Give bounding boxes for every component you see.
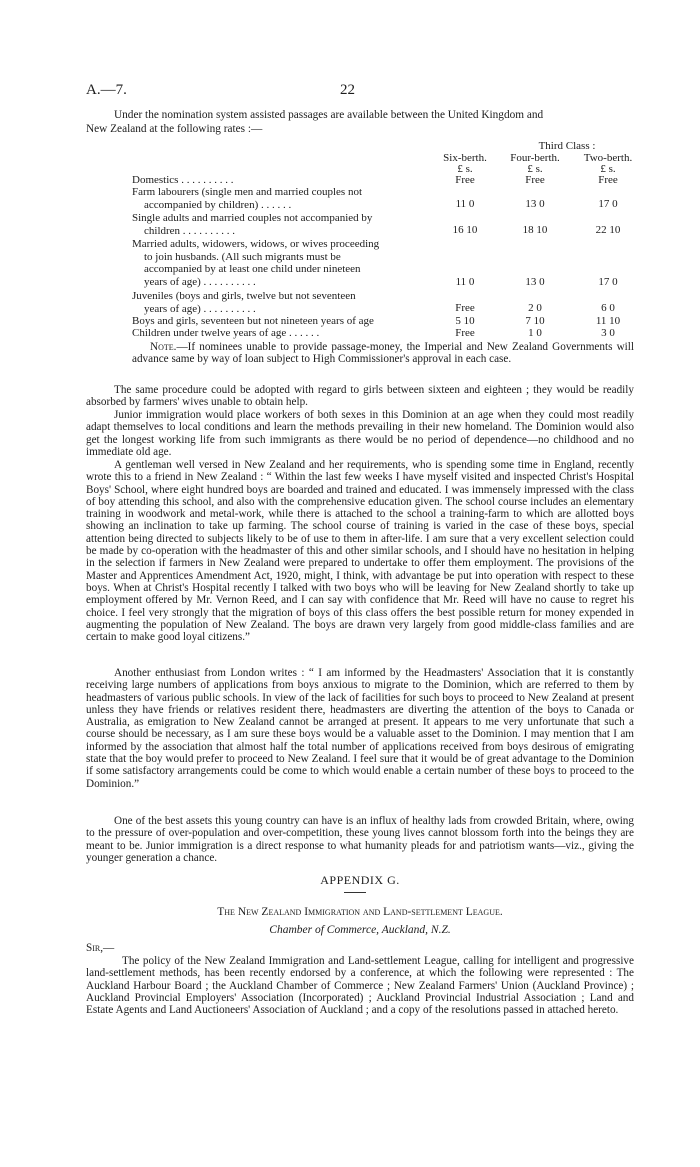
row-label-line: accompanied by children) . . . . . .: [144, 198, 292, 211]
row-label-line: accompanied by at least one child under nineteen: [144, 263, 361, 275]
six-berth-value: 11 0: [455, 198, 475, 210]
paragraph-london-letter: Another enthusiast from London writes : “ I am informed by the Headmasters' Association that it is constantly receiving large numbers of applications from boys anxious to migrate to the Dominion, which are referred to them by headmasters of various public schools. In view of the lack of facilities for such boys to proceed to New Zealand at present unless they have friends or relatives resident there, headmasters are diverting the attention of the boys to Canada or Australia, as emigration to New Zealand cannot be arranged at present. It appears to me very unfortunate that such a course should be necessary, as I am sure these boys would be a valuable asset to the Dominion. I may mention that I am informed by the association that almost half the total number of applications received from boys desirous of emigrating state that the boy would prefer to proceed to New Zealand. I feel sure that it would be of great advantage to the Dominion if some satisfactory arrangements could be come to which would enable a certain number of these boys to proceed to the Dominion.”: [86, 667, 634, 790]
row-label: [132, 186, 437, 211]
six-berth-value: 5 10: [455, 315, 475, 327]
four-berth-value: 7 10: [525, 315, 545, 327]
row-label: [132, 212, 437, 237]
four-berth-value: 1 0: [528, 327, 542, 339]
two-berth-value: 11 10: [595, 315, 621, 327]
third-class-heading: Third Class :: [538, 140, 596, 152]
row-label-line: to join husbands. (All such migrants must be: [144, 250, 341, 263]
paragraph-christs-hospital-letter: A gentleman well versed in New Zealand and her requirements, who is spending some time in England, recently wrote this to a friend in New Zealand : “ Within the last few weeks I have myself visited and inspected Christ's Hospital Boys' School, where eight hundred boys are boarded and trained and educated. I was immensely impressed with the class of boy attending this school, and also with the comprehensive education given. The school course includes an elementary training in woodwork and metal-work, while there is attached to the school a training-farm to which are allotted boys showing an inclination to take up farming. The school course of training is varied in the case of these boys, special attention being directed to subjects likely to be of use to them in after-life. I am sure that a very excellent selection could be made by co-operation with the headmaster of this and other similar schools, and I should have no hesitation in helping in the selection if farmers in New Zealand were prepared to undertake to offer them employment. The provisions of the Master and Apprentices Amendment Act, 1920, might, I think, with advantage be put into operation with respect to these boys. When at Christ's Hospital recently I talked with two boys who will be leaving for New Zealand shortly to take up employment offered by Mr. Vernon Reed, and I can say with confidence that Mr. Reed will have no cause to regret his choice. I feel very strongly that the migration of boys of this class offers the best possible return for money expended in augmenting the population of New Zealand. The boys are drawn very largely from good middle-class families and are certain to make good loyal citizens.”: [86, 459, 634, 644]
six-berth-value: Free: [455, 327, 475, 339]
table-note: [132, 341, 634, 366]
row-label-line: years of age) . . . . . . . . . .: [144, 302, 256, 315]
six-berth-value: Free: [455, 302, 475, 314]
intro-line-1: Under the nomination system assisted passages are available between the United Kingdom and: [114, 109, 544, 121]
four-berth-value: Free: [525, 174, 545, 186]
paragraph-best-assets: One of the best assets this young country can have is an influx of healthy lads from crowded Britain, where, owing to the pressure of over-population and over-competition, these young lives cannot blossom forth into the beings they are meant to be. Junior immigration is a direct response to what humanity pleads for and patriotism wants—viz., giving the younger generation a chance.: [86, 815, 634, 864]
column-header-four-berth: Four-berth.: [510, 152, 560, 164]
row-label-line: Boys and girls, seventeen but not nineteen years of age: [132, 315, 374, 327]
row-label-line: Juveniles (boys and girls, twelve but not seventeen: [132, 290, 356, 302]
four-berth-value: 2 0: [528, 302, 542, 314]
row-label-line: children . . . . . . . . . .: [144, 224, 236, 237]
row-label-line: Farm labourers (single men and married couples not: [132, 186, 363, 198]
intro-line-2: New Zealand at the following rates :—: [86, 123, 263, 135]
column-units-six-berth: £ s.: [457, 163, 473, 175]
four-berth-value: 13 0: [525, 198, 545, 210]
appendix-heading: APPENDIX G.: [320, 873, 400, 887]
six-berth-value: 16 10: [452, 224, 478, 236]
report-code: A.—7.: [86, 82, 127, 98]
two-berth-value: Free: [598, 174, 618, 186]
row-label: [132, 174, 437, 187]
paragraph-junior-immigration: Junior immigration would place workers of both sexes in this Dominion at an age when they could most readily adapt themselves to local conditions and learn the methods prevailing in their new homeland. The Dominion would also get the longest working life from such immigrants as there would be no period of dependence—no childhood and no immediate old age.: [86, 409, 634, 458]
note-text: —If nominees unable to provide passage-money, the Imperial and New Zealand Governments will advance same by way of loan subject to High Commissioner's approval in each case.: [132, 341, 634, 366]
row-label-line: Single adults and married couples not accompanied by: [132, 212, 373, 224]
row-label: [132, 290, 437, 315]
paragraph-girls: The same procedure could be adopted with regard to girls between sixteen and eighteen ; they would be readily absorbed by farmers' wives unable to obtain help.: [86, 384, 634, 409]
league-title: The New Zealand Immigration and Land-settlement League.: [217, 906, 503, 918]
two-berth-value: 6 0: [601, 302, 615, 314]
two-berth-value: 22 10: [595, 224, 621, 236]
two-berth-value: 3 0: [601, 327, 615, 339]
row-label-line: Domestics . . . . . . . . . .: [132, 174, 234, 186]
four-berth-value: 13 0: [525, 276, 545, 288]
two-berth-value: 17 0: [598, 276, 618, 288]
column-header-six-berth: Six-berth.: [443, 152, 487, 164]
intro-paragraph: [86, 108, 634, 136]
page-number: 22: [340, 82, 355, 98]
column-header-two-berth: Two-berth.: [583, 152, 633, 164]
six-berth-value: 11 0: [455, 276, 475, 288]
row-label: [132, 315, 437, 328]
letter-body: The policy of the New Zealand Immigration and Land-settlement League, calling for intelligent and progressive land-settlement methods, has been recently endorsed by a conference, at which the following were represented : The Auckland Harbour Board ; the Auckland Chamber of Commerce ; New Zealand Farmers' Union (Auckland Province) ; Auckland Provincial Employers' Association (Incorporated) ; Auckland Provincial Industrial Association ; Land and Estate Agents and Land Auctioneers' Association of Auckland ; and a copy of the resolutions passed in attached hereto.: [86, 955, 634, 1017]
column-units-four-berth: £ s.: [527, 163, 543, 175]
row-label: [132, 238, 437, 288]
two-berth-value: 17 0: [598, 198, 618, 210]
row-label-line: Children under twelve years of age . . . . . .: [132, 327, 320, 339]
letter-salutation: Sir,—: [86, 942, 115, 954]
note-prefix: Note.: [150, 341, 177, 353]
six-berth-value: Free: [455, 174, 475, 186]
column-units-two-berth: £ s.: [600, 163, 616, 175]
letter-address: Chamber of Commerce, Auckland, N.Z.: [269, 924, 451, 936]
row-label-line: Married adults, widowers, widows, or wives proceeding: [132, 238, 380, 250]
heading-rule: [344, 892, 366, 893]
row-label: [132, 327, 437, 340]
row-label-line: years of age) . . . . . . . . . .: [144, 275, 256, 288]
four-berth-value: 18 10: [522, 224, 548, 236]
